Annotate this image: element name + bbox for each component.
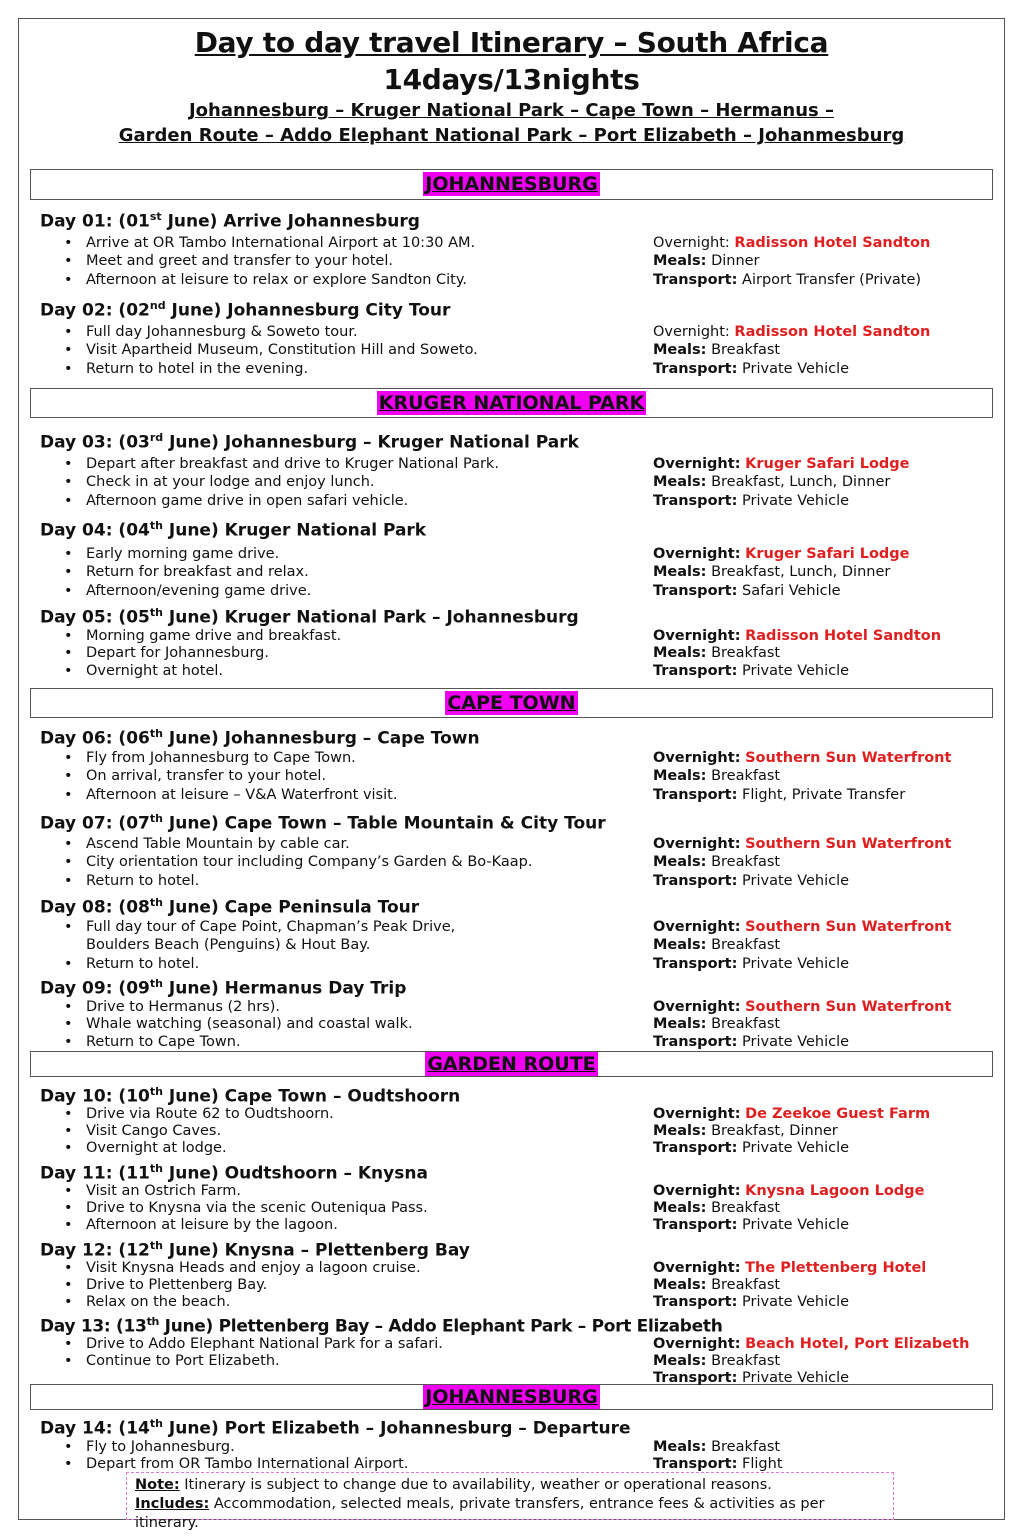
- day-title: Day 14: (14th June) Port Elizabeth – Johannesburg – Departure: [40, 1417, 631, 1439]
- hotel-name: Southern Sun Waterfront: [745, 835, 952, 852]
- meals-value: Breakfast, Dinner: [711, 1122, 838, 1139]
- hotel-name: Southern Sun Waterfront: [745, 749, 952, 766]
- activity-item: • Full day Johannesburg & Soweto tour.: [86, 323, 646, 342]
- document-title: Day to day travel Itinerary – South Africa: [194, 26, 829, 59]
- day-details: Overnight: Knysna Lagoon Lodge Meals: Breakfast Transport: Private Vehicle: [653, 1182, 925, 1233]
- hotel-name: Southern Sun Waterfront: [745, 998, 952, 1015]
- activity-list: [40, 1336, 646, 1370]
- day-title: Day 11: (11th June) Oudtshoorn – Knysna: [40, 1162, 428, 1184]
- day-01: [40, 205, 995, 289]
- note-line: Note: Itinerary is subject to change due to availability, weather or operational reasons.: [135, 1477, 772, 1493]
- region-label: JOHANNESBURG: [425, 1386, 598, 1408]
- hotel-name: Radisson Hotel Sandton: [734, 323, 931, 340]
- day-title: Day 03: (03rd June) Johannesburg – Kruger National Park: [40, 431, 579, 453]
- route-line-2: Garden Route – Addo Elephant National Park – Port Elizabeth – Johanmesburg: [118, 125, 905, 146]
- activity-item: • Drive to Knysna via the scenic Outeniqua Pass.: [86, 1200, 646, 1217]
- transport-value: Private Vehicle: [742, 360, 850, 377]
- day-title: Day 12: (12th June) Knysna – Plettenberg Bay: [40, 1239, 470, 1261]
- transport-value: Private Vehicle: [742, 955, 850, 972]
- hotel-name: The Plettenberg Hotel: [745, 1259, 927, 1276]
- day-title: Day 07: (07th June) Cape Town – Table Mountain & City Tour: [40, 812, 606, 834]
- document-header: [18, 24, 1005, 148]
- activity-list: [40, 1260, 646, 1311]
- day-09: [40, 972, 995, 1051]
- activity-item: • Afternoon game drive in open safari vehicle.: [86, 492, 646, 511]
- region-label: GARDEN ROUTE: [427, 1053, 596, 1075]
- activity-item: • Afternoon at leisure – V&A Waterfront visit.: [86, 786, 646, 805]
- day-details: Overnight: Southern Sun Waterfront Meals: Breakfast Transport: Flight, Private Transfer: [653, 749, 952, 803]
- day-14: [40, 1412, 995, 1474]
- day-title: Day 09: (09th June) Hermanus Day Trip: [40, 977, 407, 999]
- activity-list: [40, 1439, 646, 1474]
- activity-item: • Afternoon/evening game drive.: [86, 582, 646, 601]
- activity-item: • Fly from Johannesburg to Cape Town.: [86, 749, 646, 768]
- activity-item: • On arrival, transfer to your hotel.: [86, 767, 646, 786]
- activity-item: • Ascend Table Mountain by cable car.: [86, 835, 646, 854]
- meals-value: Breakfast, Lunch, Dinner: [711, 564, 891, 581]
- activity-item: • Drive to Plettenberg Bay.: [86, 1277, 646, 1294]
- hotel-name: Radisson Hotel Sandton: [745, 627, 942, 644]
- activity-item: • Whale watching (seasonal) and coastal walk.: [86, 1016, 646, 1034]
- meals-value: Breakfast: [711, 1016, 781, 1033]
- region-bar-johannesburg-final: [30, 1384, 993, 1410]
- activity-item: • Visit Knysna Heads and enjoy a lagoon cruise.: [86, 1260, 646, 1277]
- activity-item: • Relax on the beach.: [86, 1294, 646, 1311]
- hotel-name: Radisson Hotel Sandton: [734, 234, 931, 251]
- transport-value: Private Vehicle: [742, 492, 850, 509]
- region-bar-johannesburg: [30, 169, 993, 200]
- transport-value: Private Vehicle: [742, 1139, 850, 1156]
- activity-item: • Full day tour of Cape Point, Chapman’s Peak Drive, Boulders Beach (Penguins) & Hout Bay.: [86, 918, 646, 955]
- day-title: Day 10: (10th June) Cape Town – Oudtshoorn: [40, 1085, 461, 1107]
- activity-item: • Fly to Johannesburg.: [86, 1439, 646, 1457]
- meals-value: Breakfast: [711, 1352, 781, 1369]
- day-08: [40, 891, 995, 973]
- note-box: [126, 1472, 894, 1531]
- day-title: Day 08: (08th June) Cape Peninsula Tour: [40, 896, 420, 918]
- hotel-name: Kruger Safari Lodge: [745, 455, 910, 472]
- activity-item: • Early morning game drive.: [86, 545, 646, 564]
- transport-value: Private Vehicle: [742, 1033, 850, 1050]
- hotel-name: Southern Sun Waterfront: [745, 918, 952, 935]
- day-04: [40, 514, 995, 600]
- day-details: Overnight: Radisson Hotel Sandton Meals: Breakfast Transport: Private Vehicle: [653, 323, 931, 377]
- day-05: [40, 601, 995, 680]
- region-bar-garden-route: [30, 1051, 993, 1077]
- activity-list: [40, 323, 646, 379]
- activity-item: • Return for breakfast and relax.: [86, 563, 646, 582]
- hotel-name: De Zeekoe Guest Farm: [745, 1105, 931, 1122]
- region-bar-cape-town: [30, 688, 993, 718]
- day-11: [40, 1157, 995, 1234]
- activity-item: • Morning game drive and breakfast.: [86, 628, 646, 646]
- activity-item: • Afternoon at leisure to relax or explore Sandton City.: [86, 271, 646, 290]
- region-label: KRUGER NATIONAL PARK: [378, 392, 645, 414]
- activity-list: [40, 999, 646, 1052]
- day-02: [40, 294, 995, 378]
- activity-list: [40, 918, 646, 974]
- activity-item: • Afternoon at leisure by the lagoon.: [86, 1217, 646, 1234]
- activity-item: • Return to hotel.: [86, 955, 646, 974]
- activity-list: [40, 1183, 646, 1234]
- day-07: [40, 807, 995, 890]
- activity-list: [40, 628, 646, 681]
- transport-value: Private Vehicle: [742, 1293, 850, 1310]
- transport-value: Private Vehicle: [742, 1216, 850, 1233]
- activity-item: • Depart for Johannesburg.: [86, 645, 646, 663]
- day-details: Meals: Breakfast Transport: Flight: [653, 1438, 783, 1473]
- day-details: Overnight: Beach Hotel, Port Elizabeth Meals: Breakfast Transport: Private Vehicle: [653, 1335, 970, 1386]
- transport-value: Flight: [742, 1456, 783, 1473]
- region-label: JOHANNESBURG: [425, 173, 598, 195]
- document-subtitle: 14days/13nights: [383, 63, 640, 96]
- day-details: Overnight: Southern Sun Waterfront Meals: Breakfast Transport: Private Vehicle: [653, 835, 952, 889]
- activity-list: [40, 835, 646, 891]
- activity-item: • Overnight at hotel.: [86, 663, 646, 681]
- activity-item: • Depart after breakfast and drive to Kruger National Park.: [86, 455, 646, 474]
- day-details: Overnight: Radisson Hotel Sandton Meals: Breakfast Transport: Private Vehicle: [653, 627, 942, 679]
- meals-value: Breakfast: [711, 854, 781, 871]
- meals-value: Breakfast: [711, 342, 781, 359]
- activity-item: • Check in at your lodge and enjoy lunch.: [86, 473, 646, 492]
- meals-value: Breakfast, Lunch, Dinner: [711, 474, 891, 491]
- day-details: Overnight: Southern Sun Waterfront Meals: Breakfast Transport: Private Vehicle: [653, 918, 952, 972]
- meals-value: Breakfast: [711, 1276, 781, 1293]
- transport-value: Safari Vehicle: [742, 582, 841, 599]
- meals-value: Breakfast: [711, 937, 781, 954]
- activity-item: • Drive via Route 62 to Oudtshoorn.: [86, 1106, 646, 1123]
- activity-item: • Visit Cango Caves.: [86, 1123, 646, 1140]
- activity-list: [40, 455, 646, 511]
- transport-value: Flight, Private Transfer: [742, 786, 906, 803]
- transport-value: Private Vehicle: [742, 662, 850, 679]
- hotel-name: Knysna Lagoon Lodge: [745, 1182, 925, 1199]
- meals-value: Dinner: [711, 253, 760, 270]
- day-06: [40, 722, 995, 804]
- activity-list: [40, 749, 646, 805]
- day-03: [40, 426, 995, 510]
- activity-item: • Overnight at lodge.: [86, 1140, 646, 1157]
- day-10: [40, 1080, 995, 1157]
- activity-item: • City orientation tour including Company’s Garden & Bo-Kaap.: [86, 853, 646, 872]
- activity-item: • Drive to Hermanus (2 hrs).: [86, 999, 646, 1017]
- meals-value: Breakfast: [711, 1199, 781, 1216]
- activity-continuation: Boulders Beach (Penguins) & Hout Bay.: [86, 937, 371, 954]
- day-details: Overnight: The Plettenberg Hotel Meals: Breakfast Transport: Private Vehicle: [653, 1259, 927, 1310]
- activity-item: • Return to hotel in the evening.: [86, 360, 646, 379]
- activity-list: [40, 234, 646, 290]
- hotel-name: Beach Hotel, Port Elizabeth: [745, 1335, 970, 1352]
- day-title: Day 13: (13th June) Plettenberg Bay – Addo Elephant Park – Port Elizabeth: [40, 1315, 723, 1337]
- activity-item: • Visit Apartheid Museum, Constitution Hill and Soweto.: [86, 341, 646, 360]
- day-details: Overnight: De Zeekoe Guest Farm Meals: Breakfast, Dinner Transport: Private Vehicle: [653, 1105, 931, 1156]
- transport-value: Private Vehicle: [742, 1369, 850, 1386]
- day-title: Day 02: (02nd June) Johannesburg City Tour: [40, 299, 451, 321]
- day-title: Day 05: (05th June) Kruger National Park – Johannesburg: [40, 606, 579, 628]
- region-bar-kruger: [30, 388, 993, 418]
- activity-item: • Continue to Port Elizabeth.: [86, 1353, 646, 1370]
- region-label: CAPE TOWN: [447, 692, 576, 714]
- day-13: [40, 1310, 995, 1386]
- day-title: Day 04: (04th June) Kruger National Park: [40, 519, 427, 541]
- activity-item: • Visit an Ostrich Farm.: [86, 1183, 646, 1200]
- day-title: Day 01: (01st June) Arrive Johannesburg: [40, 210, 420, 232]
- activity-item: • Depart from OR Tambo International Airport.: [86, 1456, 646, 1474]
- meals-value: Breakfast: [711, 768, 781, 785]
- day-details: Overnight: Radisson Hotel Sandton Meals: Dinner Transport: Airport Transfer (Private): [653, 234, 931, 288]
- route-line-1: Johannesburg – Kruger National Park – Cape Town – Hermanus –: [188, 100, 835, 121]
- day-12: [40, 1234, 995, 1311]
- activity-item: • Return to hotel.: [86, 872, 646, 891]
- transport-value: Private Vehicle: [742, 872, 850, 889]
- day-details: Overnight: Southern Sun Waterfront Meals: Breakfast Transport: Private Vehicle: [653, 998, 952, 1050]
- meals-value: Breakfast: [711, 1438, 781, 1455]
- activity-item: • Arrive at OR Tambo International Airport at 10:30 AM.: [86, 234, 646, 253]
- activity-list: [40, 1106, 646, 1157]
- transport-value: Airport Transfer (Private): [742, 271, 922, 288]
- day-details: Overnight: Kruger Safari Lodge Meals: Breakfast, Lunch, Dinner Transport: Safari Vehicle: [653, 545, 910, 599]
- activity-item: • Drive to Addo Elephant National Park for a safari.: [86, 1336, 646, 1353]
- day-title: Day 06: (06th June) Johannesburg – Cape Town: [40, 727, 480, 749]
- activity-item: • Meet and greet and transfer to your hotel.: [86, 252, 646, 271]
- day-details: Overnight: Kruger Safari Lodge Meals: Breakfast, Lunch, Dinner Transport: Private Vehicle: [653, 455, 910, 509]
- activity-list: [40, 545, 646, 601]
- hotel-name: Kruger Safari Lodge: [745, 545, 910, 562]
- includes-line: Includes: Accommodation, selected meals, private transfers, entrance fees & activities as per itinerary.: [135, 1496, 825, 1531]
- activity-item: • Return to Cape Town.: [86, 1034, 646, 1052]
- meals-value: Breakfast: [711, 645, 781, 662]
